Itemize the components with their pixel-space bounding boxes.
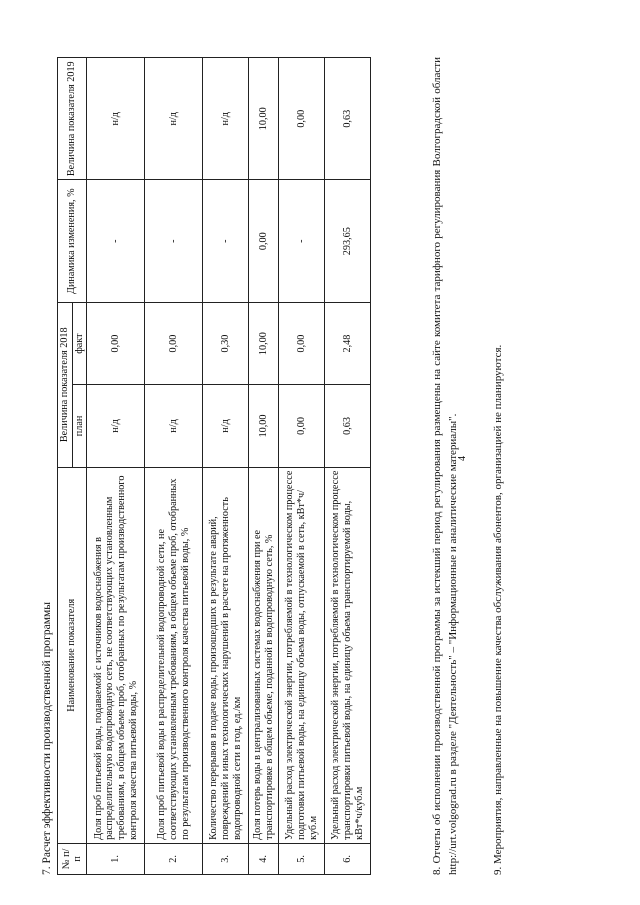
row-plan: 0,00 <box>279 385 325 467</box>
table-header-row <box>58 58 73 875</box>
row-dynamics: - <box>145 180 203 302</box>
row-plan: н/д <box>87 385 145 467</box>
header-fact: факт <box>72 302 87 384</box>
row-name: Удельный расход электрической энергии, потребляемой в технологическом процессе транспортировки питьевой воды, на единицу объема транспортируемой воды, кВт*ч/куб.м <box>325 467 371 843</box>
table-row <box>249 58 279 875</box>
row-dynamics: - <box>279 180 325 302</box>
row-fact: 2,48 <box>325 302 371 384</box>
header-value-2018: Величина показателя 2018 <box>58 302 73 467</box>
page-number: 4 <box>457 456 468 461</box>
row-plan: 0,63 <box>325 385 371 467</box>
row-fact: 0,00 <box>145 302 203 384</box>
row-value-2019: н/д <box>203 58 249 180</box>
efficiency-table <box>57 57 371 875</box>
table-row <box>279 58 325 875</box>
row-dynamics: 0,00 <box>249 180 279 302</box>
header-name: Наименование показателя <box>58 467 87 843</box>
row-plan: н/д <box>203 385 249 467</box>
table-row <box>87 58 145 875</box>
rotated-content <box>40 55 640 875</box>
row-value-2019: н/д <box>145 58 203 180</box>
row-num: 5. <box>279 843 325 874</box>
row-plan: н/д <box>145 385 203 467</box>
header-num: № п/п <box>58 843 87 874</box>
row-num: 3. <box>203 843 249 874</box>
row-dynamics: - <box>87 180 145 302</box>
row-value-2019: н/д <box>87 58 145 180</box>
row-name: Удельный расход электрической энергии, потребляемой в технологическом процессе подготовки питьевой воды, на единицу объема воды, отпускаемой в сеть, кВт*ч/куб.м <box>279 467 325 843</box>
row-name: Доля проб питьевой воды, подаваемой с источников водоснабжения в распределительную водопроводную сеть, не соответствующих установленным требованиям, в общем объеме проб, отобранных по результатам производственного контроля качества питьевой воды, % <box>87 467 145 843</box>
row-name: Доля проб питьевой воды в распределительной водопроводной сети, не соответствующих установленным требованиям, в общем объеме проб, отобранных по результатам производственного контроля качества питьевой воды, % <box>145 467 203 843</box>
row-name: Доля потерь воды в централизованных системах водоснабжения при ее транспортировке в общем объеме, поданной в водопроводную сеть, % <box>249 467 279 843</box>
row-dynamics: - <box>203 180 249 302</box>
row-value-2019: 0,63 <box>325 58 371 180</box>
section-7-title: 7. Расчет эффективности производственной программы <box>41 601 53 875</box>
row-plan: 10,00 <box>249 385 279 467</box>
table-row <box>203 58 249 875</box>
section-8-text: 8. Отчеты об исполнении производственной программы за истекший период регулирования размещены на сайте комитета тарифного регулирования Волгоградской области http://urt.volgograd.ru в разделе "Деятельность" – "Информационные и аналитические материалы". <box>431 57 459 875</box>
row-fact: 0,30 <box>203 302 249 384</box>
row-num: 1. <box>87 843 145 874</box>
row-fact: 0,00 <box>279 302 325 384</box>
table-row <box>145 58 203 875</box>
header-value-2019: Величина показателя 2019 <box>58 58 87 180</box>
row-fact: 10,00 <box>249 302 279 384</box>
row-num: 2. <box>145 843 203 874</box>
header-dynamics: Динамика изменения, % <box>58 180 87 302</box>
row-value-2019: 10,00 <box>249 58 279 180</box>
row-value-2019: 0,00 <box>279 58 325 180</box>
row-dynamics: 293,65 <box>325 180 371 302</box>
row-num: 4. <box>249 843 279 874</box>
header-plan: план <box>72 385 87 467</box>
row-name: Количество перерывов в подаче воды, произошедших в результате аварий, повреждений и иных технологических нарушений в расчете на протяженность водопроводной сети в год, ед./км <box>203 467 249 843</box>
section-9-text: 9. Мероприятия, направленные на повышение качества обслуживания абонентов, организацией не планируются. <box>492 344 504 875</box>
row-fact: 0,00 <box>87 302 145 384</box>
table-row <box>325 58 371 875</box>
row-num: 6. <box>325 843 371 874</box>
